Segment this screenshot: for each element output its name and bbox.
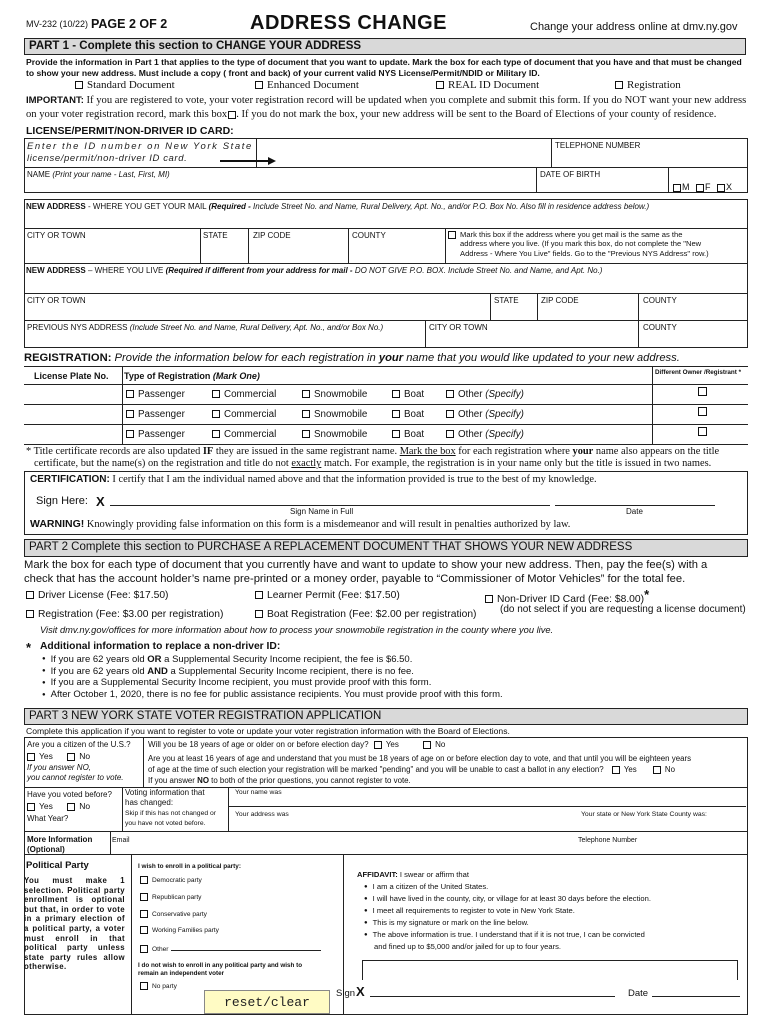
opt-learner-permit[interactable]	[255, 590, 400, 601]
checkbox[interactable]	[436, 81, 444, 89]
mail-zip-label: ZIP CODE	[253, 231, 291, 240]
visit-note: Visit dmv.ny.gov/offices for more information about how to process your snowmobile registration in the county where you live.	[40, 625, 554, 635]
non-driver-bullet	[42, 689, 503, 700]
doc-standard-label: Standard Document	[87, 79, 175, 91]
footnote-2b: exactly	[291, 458, 322, 470]
warning	[30, 518, 570, 530]
registration-heading	[24, 352, 680, 364]
affidavit-label: AFFIDAVIT:	[357, 870, 398, 879]
registration-type-label: Passenger	[138, 389, 185, 400]
prev-name-field[interactable]	[228, 788, 746, 807]
voted-yes-label: Yes	[39, 801, 53, 811]
registration-label: REGISTRATION:	[24, 352, 112, 364]
name-field[interactable]	[27, 170, 532, 190]
registration-fee-label: Registration (Fee: $3.00 per registration)	[38, 609, 224, 620]
bullet-text: a Supplemental Security Income recipient, there is no fee.	[167, 665, 414, 677]
citizen-no-label: No	[79, 751, 91, 761]
footnote-1g: name also appears on the title	[593, 446, 720, 457]
age16-no-checkbox[interactable]	[653, 766, 661, 774]
certification	[30, 474, 597, 485]
party-option[interactable]	[140, 876, 202, 884]
sex-f-checkbox[interactable]	[696, 184, 704, 192]
different-owner-checkbox[interactable]	[698, 407, 707, 416]
doc-enhanced-label: Enhanced Document	[267, 79, 359, 91]
footnote-1d: Mark the box	[399, 446, 456, 457]
arrow-right-icon	[220, 157, 276, 165]
affidavit-item: ● I meet all requirements to register to vote in New York State.	[364, 906, 575, 915]
registration-type-option[interactable]	[392, 389, 424, 400]
registration-type-option[interactable]	[446, 429, 524, 440]
no-party-option[interactable]	[140, 982, 177, 990]
affidavit-date-label: Date	[628, 988, 649, 999]
part2-intro	[24, 559, 750, 586]
age-no-label: No	[435, 740, 446, 749]
live-state-label: STATE	[494, 296, 519, 305]
registration-type-option[interactable]	[302, 389, 367, 400]
live-county-label: COUNTY	[643, 296, 677, 305]
registration-type-option[interactable]	[446, 389, 524, 400]
footnote-1e: for each registration where	[455, 446, 573, 457]
affidavit-signature-line[interactable]	[370, 996, 615, 997]
checkbox[interactable]	[26, 610, 34, 618]
footnote-1b: IF	[202, 446, 214, 457]
telephone-label: TELEPHONE NUMBER	[555, 141, 641, 150]
name-label: NAME	[27, 170, 51, 179]
checkbox[interactable]	[212, 430, 220, 438]
checkbox[interactable]	[140, 910, 148, 918]
email-field[interactable]	[112, 834, 572, 854]
checkbox[interactable]	[75, 81, 83, 89]
important-text-2: on your voter registration record, mark this box	[26, 109, 228, 120]
no-party-label: No party	[152, 982, 177, 990]
form-id: MV-232 (10/22)	[26, 19, 89, 29]
age-16-text-1: Are you at least 16 years of age and understand that you must be 18 years of age on or before election day to vote, and that until you will be eighteen years	[148, 754, 692, 763]
voting-info-label	[125, 788, 205, 807]
new-address-req: (Required -	[208, 202, 254, 211]
age-yes-checkbox[interactable]	[374, 741, 382, 749]
part2-intro-1: Mark the box for each type of document that you currently have and want to update to show your new address. Then, pay the fee(s) with a	[24, 559, 708, 571]
opt-registration[interactable]	[26, 609, 223, 620]
new-address-rest: - WHERE YOU GET YOUR MAIL	[85, 202, 209, 211]
doc-realid[interactable]	[436, 79, 539, 91]
party-text: You must make 1 selection. Political party enrollment is optional but that, in order to vote in a primary election of a political party, a voter must enroll in that political party unless state party rules allow otherwise.	[24, 876, 125, 972]
sex-select	[673, 182, 732, 192]
prev-address-field[interactable]	[228, 807, 746, 832]
previous-label: PREVIOUS NYS ADDRESS	[27, 323, 128, 332]
party-option[interactable]	[140, 926, 219, 934]
important-note	[26, 94, 748, 122]
checkbox[interactable]	[446, 430, 454, 438]
doc-registration[interactable]	[615, 79, 681, 91]
skip-note-1: Skip if this has not changed or	[125, 810, 217, 817]
affidavit-signature-box[interactable]	[362, 960, 738, 980]
part1-heading: PART 1 - Complete this section to CHANGE YOUR ADDRESS	[24, 38, 746, 55]
non-driver-label: Non-Driver ID Card (Fee: $8.00)	[497, 594, 645, 605]
live-address-hint: DO NOT GIVE P.O. BOX. Include Street No. and Name, and Apt. No.)	[354, 266, 603, 275]
voted-no-label: No	[79, 801, 91, 811]
registration-type-label: Snowmobile	[314, 409, 368, 420]
registration-type-label: Snowmobile	[314, 389, 368, 400]
new-address-live-field[interactable]	[26, 266, 746, 275]
doc-enhanced[interactable]	[255, 79, 359, 91]
affidavit-item: ● The above information is true. I understand that if it is not true, I can be convicted	[364, 930, 645, 939]
live-city-label: CITY OR TOWN	[27, 296, 86, 305]
checkbox[interactable]	[26, 591, 34, 599]
registration-type-label: Other	[458, 389, 486, 400]
sex-f-label: F	[705, 182, 711, 192]
voting-info-1: Voting information that	[125, 788, 205, 797]
footnote-1c: they are issued in the same registrant name.	[213, 446, 400, 457]
checkbox[interactable]	[255, 610, 263, 618]
more-info-2: (Optional)	[27, 844, 65, 854]
col-type	[124, 371, 260, 381]
checkbox[interactable]	[126, 390, 134, 398]
important-text-3: . If you do not mark the box, your new address will be sent to the Board of Elections of your county of residence.	[236, 109, 717, 120]
non-driver-bullet	[42, 666, 414, 677]
state-county-was-label: Your state or New York State County was:	[581, 811, 707, 818]
telephone-field[interactable]	[578, 834, 746, 854]
bullet-text: If you are 62 years old	[50, 665, 148, 677]
checkbox[interactable]	[446, 410, 454, 418]
mail-state-label: STATE	[203, 231, 228, 240]
enroll-heading: I wish to enroll in a political party:	[138, 863, 241, 870]
registration-type-option[interactable]	[392, 409, 424, 420]
skip-note-2: you have not voted before.	[125, 819, 206, 827]
more-info-1: More Information	[27, 835, 93, 844]
page-number: PAGE 2 OF 2	[91, 17, 168, 31]
form-title: ADDRESS CHANGE	[250, 12, 448, 34]
live-address-rest: – WHERE YOU LIVE	[85, 266, 166, 275]
affidavit-sign-x: X	[356, 984, 365, 999]
registration-type-option[interactable]	[126, 409, 185, 420]
registration-type-label: Commercial	[224, 409, 277, 420]
sign-here-label: Sign Here:	[36, 495, 88, 507]
driver-license-label: Driver License (Fee: $17.50)	[38, 590, 169, 601]
party-option[interactable]	[140, 943, 321, 953]
signature-line[interactable]	[110, 505, 550, 506]
doc-realid-label: REAL ID Document	[448, 79, 540, 91]
voted-yes-checkbox[interactable]	[27, 803, 35, 811]
email-label: Email	[112, 837, 130, 844]
citizen-answers	[27, 751, 90, 761]
affidavit-last-line: and fined up to $5,000 and/or jailed for up to four years.	[374, 942, 562, 951]
warning-text: Knowingly providing false information on this form is a misdemeanor and will result in penalties authorized by law.	[84, 519, 571, 530]
party-label: Democratic party	[152, 876, 202, 884]
bullet-text: If you are a Supplemental Security Income recipient, you must provide proof with this form.	[50, 677, 432, 689]
additional-star: *	[26, 640, 32, 655]
checkbox[interactable]	[140, 876, 148, 884]
title-footnote	[26, 446, 750, 471]
part3-heading: PART 3 NEW YORK STATE VOTER REGISTRATION APPLICATION	[24, 708, 748, 725]
doc-standard[interactable]	[75, 79, 175, 91]
registration-text-1: Provide the information below for each registration in	[114, 352, 379, 364]
registration-bold: your	[378, 352, 404, 364]
affidavit-date-line[interactable]	[652, 996, 740, 997]
affidavit-item: ● I am a citizen of the United States.	[364, 882, 488, 891]
registration-type-option[interactable]	[212, 409, 276, 420]
age16-no-label: No	[664, 765, 676, 774]
footnote-2a: certificate, but the name(s) on the registration and title do not	[34, 458, 292, 470]
registration-type-label: Snowmobile	[314, 429, 368, 440]
affidavit-sign-label: Sign	[336, 988, 356, 999]
skip-note	[125, 809, 216, 828]
non-driver-star: *	[644, 587, 650, 602]
same-address-checkbox[interactable]	[448, 231, 456, 239]
registration-text-2: name that you would like updated to your new address.	[403, 352, 680, 364]
registration-type-option[interactable]	[302, 429, 367, 440]
learner-permit-label: Learner Permit (Fee: $17.50)	[267, 590, 400, 601]
age-question-text: Will you be 18 years of age or older on or before election day?	[148, 740, 369, 749]
certification-text: I certify that I am the individual named above and that the information provided is true to the best of my knowledge.	[109, 474, 597, 485]
non-driver-bullet	[42, 677, 431, 688]
registration-type-label: Boat	[404, 429, 425, 440]
cert-date-label: Date	[626, 507, 643, 516]
voted-question: Have you voted before?	[27, 790, 112, 799]
bullet-text: OR	[147, 654, 162, 665]
reset-clear-button[interactable]: reset/clear	[204, 990, 330, 1014]
checkbox[interactable]	[302, 430, 310, 438]
previous-hint: (Include Street No. and Name, Rural Delivery, Apt. No., and/or Box No.)	[127, 323, 384, 332]
col-owner: Different Owner /Registrant *	[655, 369, 742, 376]
sex-x-label: X	[726, 182, 733, 192]
checkbox[interactable]	[126, 410, 134, 418]
checkbox[interactable]	[302, 390, 310, 398]
voted-no-checkbox[interactable]	[67, 803, 75, 811]
checkbox[interactable]	[302, 410, 310, 418]
col-type-label: Type of Registration	[124, 371, 213, 381]
no-enroll-2: remain an independent voter	[138, 970, 225, 977]
footnote-2c: match. For example, the registration is in your name only but the title is issued in two names.	[321, 458, 712, 470]
no-enroll-note	[138, 962, 302, 978]
what-year-label: What Year?	[27, 814, 69, 823]
doc-registration-label: Registration	[627, 79, 681, 91]
party-label: Conservative party	[152, 910, 207, 918]
party-option[interactable]	[140, 893, 201, 901]
registration-type-label: Boat	[404, 409, 425, 420]
registration-type-label: Boat	[404, 389, 425, 400]
cert-date-line[interactable]	[555, 505, 715, 506]
boat-fee-label: Boat Registration (Fee: $2.00 per registration)	[267, 609, 477, 620]
registration-type-option[interactable]	[126, 389, 185, 400]
opt-boat[interactable]	[255, 609, 476, 620]
other-specify-hint: (Specify)	[485, 389, 524, 400]
sign-name-label: Sign Name in Full	[290, 507, 354, 516]
checkbox[interactable]	[140, 945, 148, 953]
previous-address-field[interactable]	[27, 323, 383, 332]
license-input-line1: Enter the ID number on New York State	[27, 141, 253, 152]
mail-county-label: COUNTY	[352, 231, 386, 240]
more-info-label	[27, 835, 92, 854]
registration-type-label: Commercial	[224, 389, 277, 400]
license-heading: LICENSE/PERMIT/NON-DRIVER ID CARD:	[26, 125, 234, 137]
license-id-input[interactable]	[24, 138, 257, 167]
footnote-1f: your	[572, 446, 594, 457]
live-address-req: (Required if different from your address for mail -	[165, 266, 355, 275]
party-option[interactable]	[140, 910, 207, 918]
age-16-question	[148, 753, 691, 786]
registration-type-option[interactable]	[212, 389, 276, 400]
age-question	[148, 740, 445, 749]
non-driver-note: (do not select if you are requesting a license document)	[500, 604, 746, 615]
voting-info-2: has changed:	[125, 797, 174, 807]
new-address-label: NEW ADDRESS	[26, 202, 86, 211]
affidavit-item: ● I will have lived in the county, city, or village for at least 30 days before the election.	[364, 894, 651, 903]
checkbox[interactable]	[212, 410, 220, 418]
new-address-mail-field[interactable]	[26, 202, 746, 211]
checkbox[interactable]	[392, 390, 400, 398]
bullet-text: a Supplemental Security Income recipient, the fee is $6.50.	[161, 654, 413, 665]
age16-yes-label: Yes	[623, 765, 637, 774]
your-address-was-label: Your address was	[235, 811, 289, 818]
checkbox[interactable]	[126, 430, 134, 438]
sex-x-checkbox[interactable]	[717, 184, 725, 192]
col-plate: License Plate No.	[34, 371, 109, 381]
license-plate-input[interactable]	[26, 426, 120, 444]
party-label: Working Families party	[152, 927, 219, 935]
different-owner-checkbox[interactable]	[698, 427, 707, 436]
sex-m-label: M	[682, 182, 690, 192]
opt-driver-license[interactable]	[26, 590, 169, 601]
previous-city-label: CITY OR TOWN	[429, 323, 488, 332]
name-hint: (Print your name - Last, First, MI)	[52, 170, 170, 179]
additional-title: Additional information to replace a non-driver ID:	[40, 641, 281, 652]
registration-type-label: Passenger	[138, 429, 185, 440]
checkbox[interactable]	[140, 893, 148, 901]
age-no-checkbox[interactable]	[423, 741, 431, 749]
citizen-note-1: If you answer NO,	[27, 763, 92, 772]
checkbox[interactable]	[140, 926, 148, 934]
age-16-text-3c: to both of the prior questions, you cannot register to vote.	[208, 776, 411, 785]
checkbox[interactable]	[446, 390, 454, 398]
checkbox[interactable]	[485, 595, 493, 603]
age16-yes-checkbox[interactable]	[612, 766, 620, 774]
no-enroll-1: I do not wish to enroll in any political party and wish to	[138, 962, 303, 969]
affidavit-text: I swear or affirm that	[397, 870, 469, 879]
same-address-option	[448, 230, 746, 258]
telephone-number-label: Telephone Number	[578, 837, 638, 844]
bullet-text: After October 1, 2020, there is no fee for public assistance recipients. You must provide proof with this form.	[50, 689, 503, 701]
registration-type-option[interactable]	[126, 429, 185, 440]
citizen-yes-label: Yes	[39, 751, 53, 761]
part2-heading: PART 2 Complete this section to PURCHASE A REPLACEMENT DOCUMENT THAT SHOWS YOUR NEW ADDRESS	[24, 539, 748, 557]
previous-county-label: COUNTY	[643, 323, 677, 332]
citizen-yes-checkbox[interactable]	[27, 753, 35, 761]
checkbox[interactable]	[392, 430, 400, 438]
party-heading: Political Party	[26, 860, 89, 871]
affidavit-heading	[357, 870, 469, 879]
license-plate-input[interactable]	[26, 386, 120, 404]
age-16-text-3a: If you answer	[148, 776, 198, 785]
party-label: Republican party	[152, 893, 202, 901]
registration-type-label: Passenger	[138, 409, 185, 420]
live-zip-label: ZIP CODE	[541, 296, 579, 305]
age-16-text-2: of age at the time of such election your registration will be marked "pending" and you will be unable to cast a ballot in any election?	[148, 765, 604, 774]
checkbox[interactable]	[140, 982, 148, 990]
age-yes-label: Yes	[385, 740, 399, 749]
affidavit-item: ● This is my signature or mark on the line below.	[364, 918, 529, 927]
voted-answers	[27, 801, 90, 811]
other-party-line[interactable]	[171, 943, 321, 951]
col-type-hint: (Mark One)	[212, 371, 260, 381]
part1-intro: Provide the information in Part 1 that applies to the type of document that you want to update. Mark the box for each type of document that you have and that must be changed to show your new address. Must include a copy ( front and back) of your current valid NYS License/Permit/NDID or Military ID.	[26, 57, 742, 78]
part3-intro: Complete this application if you want to register to vote or update your voter registration information with the Board of Elections.	[26, 726, 510, 736]
citizen-note	[27, 763, 124, 782]
license-plate-input[interactable]	[26, 406, 120, 424]
certification-label: CERTIFICATION:	[30, 474, 110, 485]
registration-type-option[interactable]	[302, 409, 367, 420]
important-text-1: If you are registered to vote, your voter registration record will be updated when you complete and submit this form. If you do NOT want your new address	[86, 95, 747, 106]
party-label: Other	[152, 946, 169, 954]
registration-type-label: Other	[458, 409, 486, 420]
new-address-hint: Include Street No. and Name, Rural Delivery, Apt. No., and/or P.O. Box No. Also fill in residence address below.)	[253, 202, 650, 211]
checkbox[interactable]	[212, 390, 220, 398]
license-input-line2: license/permit/non-driver ID card.	[27, 153, 188, 164]
bullet-text: AND	[147, 665, 168, 677]
part2-intro-2: check that has the account holder’s name pre-printed or a money order, payable to “Commissioner of Motor Vehicles” for the total fee.	[24, 572, 686, 585]
different-owner-checkbox[interactable]	[698, 387, 707, 396]
important-label: IMPORTANT:	[26, 95, 84, 106]
sign-x: X	[96, 494, 105, 509]
registration-type-label: Other	[458, 429, 486, 440]
other-specify-hint: (Specify)	[485, 409, 524, 420]
checkbox[interactable]	[255, 591, 263, 599]
registration-type-option[interactable]	[446, 409, 524, 420]
your-name-was-label: Your name was	[235, 789, 282, 796]
online-note: Change your address online at dmv.ny.gov	[530, 21, 738, 33]
same-address-text-2: address where you live. (If you mark this box, do not complete the "New	[460, 239, 702, 249]
citizen-question: Are you a citizen of the U.S.?	[27, 740, 131, 749]
registration-type-option[interactable]	[392, 429, 424, 440]
same-address-text-1: Mark this box if the address where you get mail is the same as the	[460, 230, 683, 239]
citizen-note-2: you cannot register to vote.	[27, 772, 124, 782]
age-16-text-3b: NO	[197, 776, 209, 785]
dob-label: DATE OF BIRTH	[540, 170, 601, 179]
opt-non-driver[interactable]	[485, 587, 650, 605]
checkbox[interactable]	[615, 81, 623, 89]
registration-type-label: Commercial	[224, 429, 277, 440]
other-specify-hint: (Specify)	[485, 429, 524, 440]
same-address-text-3: Address - Where You Live" fields. Go to the "Previous NYS Address" row.)	[460, 248, 709, 258]
checkbox[interactable]	[255, 81, 263, 89]
registration-type-option[interactable]	[212, 429, 276, 440]
sex-m-checkbox[interactable]	[673, 184, 681, 192]
warning-label: WARNING!	[30, 518, 85, 530]
live-address-label: NEW ADDRESS	[26, 266, 86, 275]
mail-city-label: CITY OR TOWN	[27, 231, 86, 240]
bullet-text: If you are 62 years old	[50, 654, 148, 665]
non-driver-bullet	[42, 654, 412, 665]
citizen-no-checkbox[interactable]	[67, 753, 75, 761]
checkbox[interactable]	[392, 410, 400, 418]
footnote-1a: * Title certificate records are also updated	[26, 446, 203, 457]
